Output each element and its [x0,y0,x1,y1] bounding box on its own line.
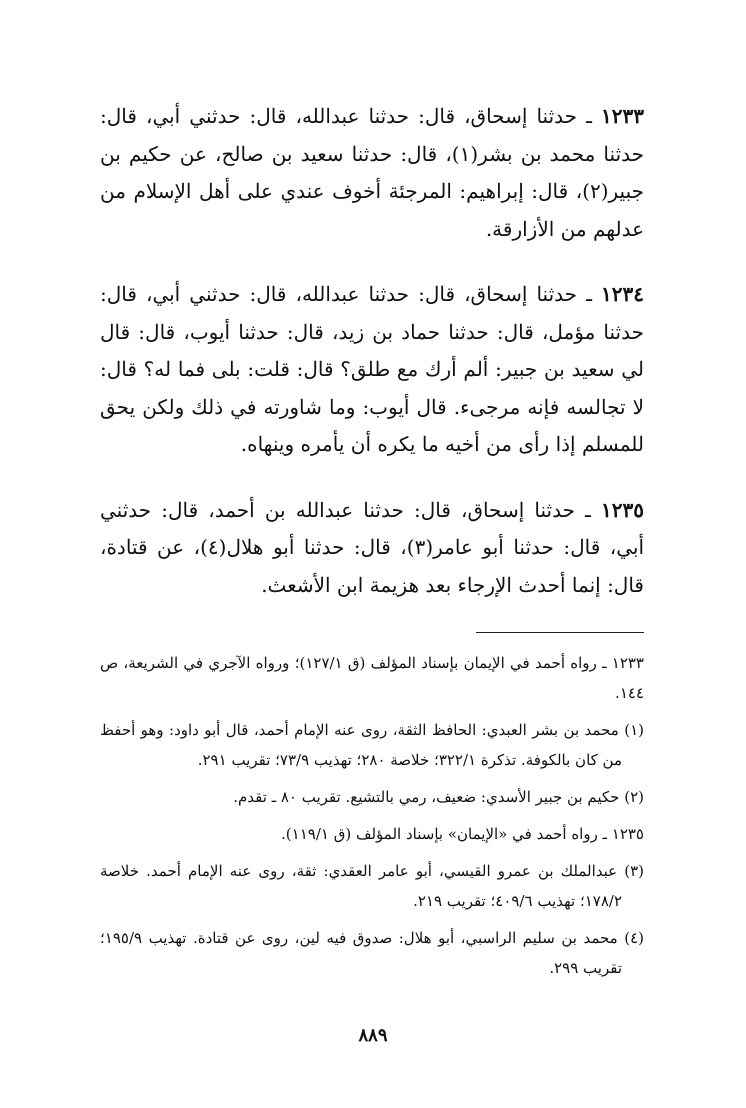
hadith-number: ١٢٣٣ [601,104,644,128]
footnote-divider [476,632,644,633]
main-text [100,98,644,604]
footnote-1235: ١٢٣٥ ـ رواه أحمد في «الإيمان» بإسناد المؤلف (ق ١١٩/١). [281,825,644,843]
footnote-4: (٤) محمد بن سليم الراسبي، أبو هلال: صدوق فيه لين، روى عن قتادة. تهذيب ١٩٥/٩؛ تقريب ٢٩٩. [100,929,644,977]
hadith-text: ـ حدثنا إسحاق، قال: حدثنا عبدالله، قال: حدثني أبي، قال: حدثنا محمد بن بشر(١)، قال: حدثنا سعيد بن صالح، عن حكيم بن جبير(٢)، قال: إبراهيم: المرجئة أخوف عندي على أهل الإسلام من عدلهم من الأزارقة. [100,104,644,241]
footnote-3: (٣) عبدالملك بن عمرو القيسي، أبو عامر العقدي: ثقة، روى عنه الإمام أحمد. خلاصة ١٧٨/٢؛ تهذيب ٤٠٩/٦؛ تقريب ٢١٩. [100,862,644,910]
hadith-number: ١٢٣٥ [601,497,644,522]
hadith-number: ١٢٣٤ [601,282,644,306]
hadith-1234 [100,276,644,464]
hadith-text: ـ حدثنا إسحاق، قال: حدثنا عبدالله بن أحمد، قال: حدثني أبي، قال: حدثنا أبو عامر(٣)، قال: حدثنا أبو هلال(٤)، عن قتادة، قال: إنما أحدث الإرجاء بعد هزيمة ابن الأشعث. [100,497,644,597]
footnote-1: (١) محمد بن بشر العبدي: الحافظ الثقة، روى عنه الإمام أحمد، قال أبو داود: وهو أحفظ من كان بالكوفة. تذكرة ٣٢٢/١؛ خلاصة ٢٨٠؛ تهذيب ٧٣/٩؛ تقريب ٢٩١. [100,721,644,769]
page-number: ٨٨٩ [358,1025,388,1046]
footnotes [100,648,644,990]
footnote-1233: ١٢٣٣ ـ رواه أحمد في الإيمان بإسناد المؤلف (ق ١٢٧/١)؛ ورواه الآجري في الشريعة، ص ١٤٤. [100,654,644,702]
hadith-1235 [100,492,644,605]
hadith-text: ـ حدثنا إسحاق، قال: حدثنا عبدالله، قال: حدثني أبي، قال: حدثنا مؤمل، قال: حدثنا حماد بن زيد، قال: حدثنا أيوب، قال: قال لي سعيد بن جبير: ألم أرك مع طلق؟ قال: قلت: بلى فما له؟ قال: لا تجالسه فإنه مرجىء. قال أيوب: وما شاورته في ذلك ولكن يحق للمسلم إذا رأى من أخيه ما يكره أن يأمره وينهاه. [100,282,644,456]
hadith-1233 [100,98,644,248]
footnote-2: (٢) حكيم بن جبير الأسدي: ضعيف، رمي بالتشيع. تقريب ٨٠ ـ تقدم. [233,788,644,806]
